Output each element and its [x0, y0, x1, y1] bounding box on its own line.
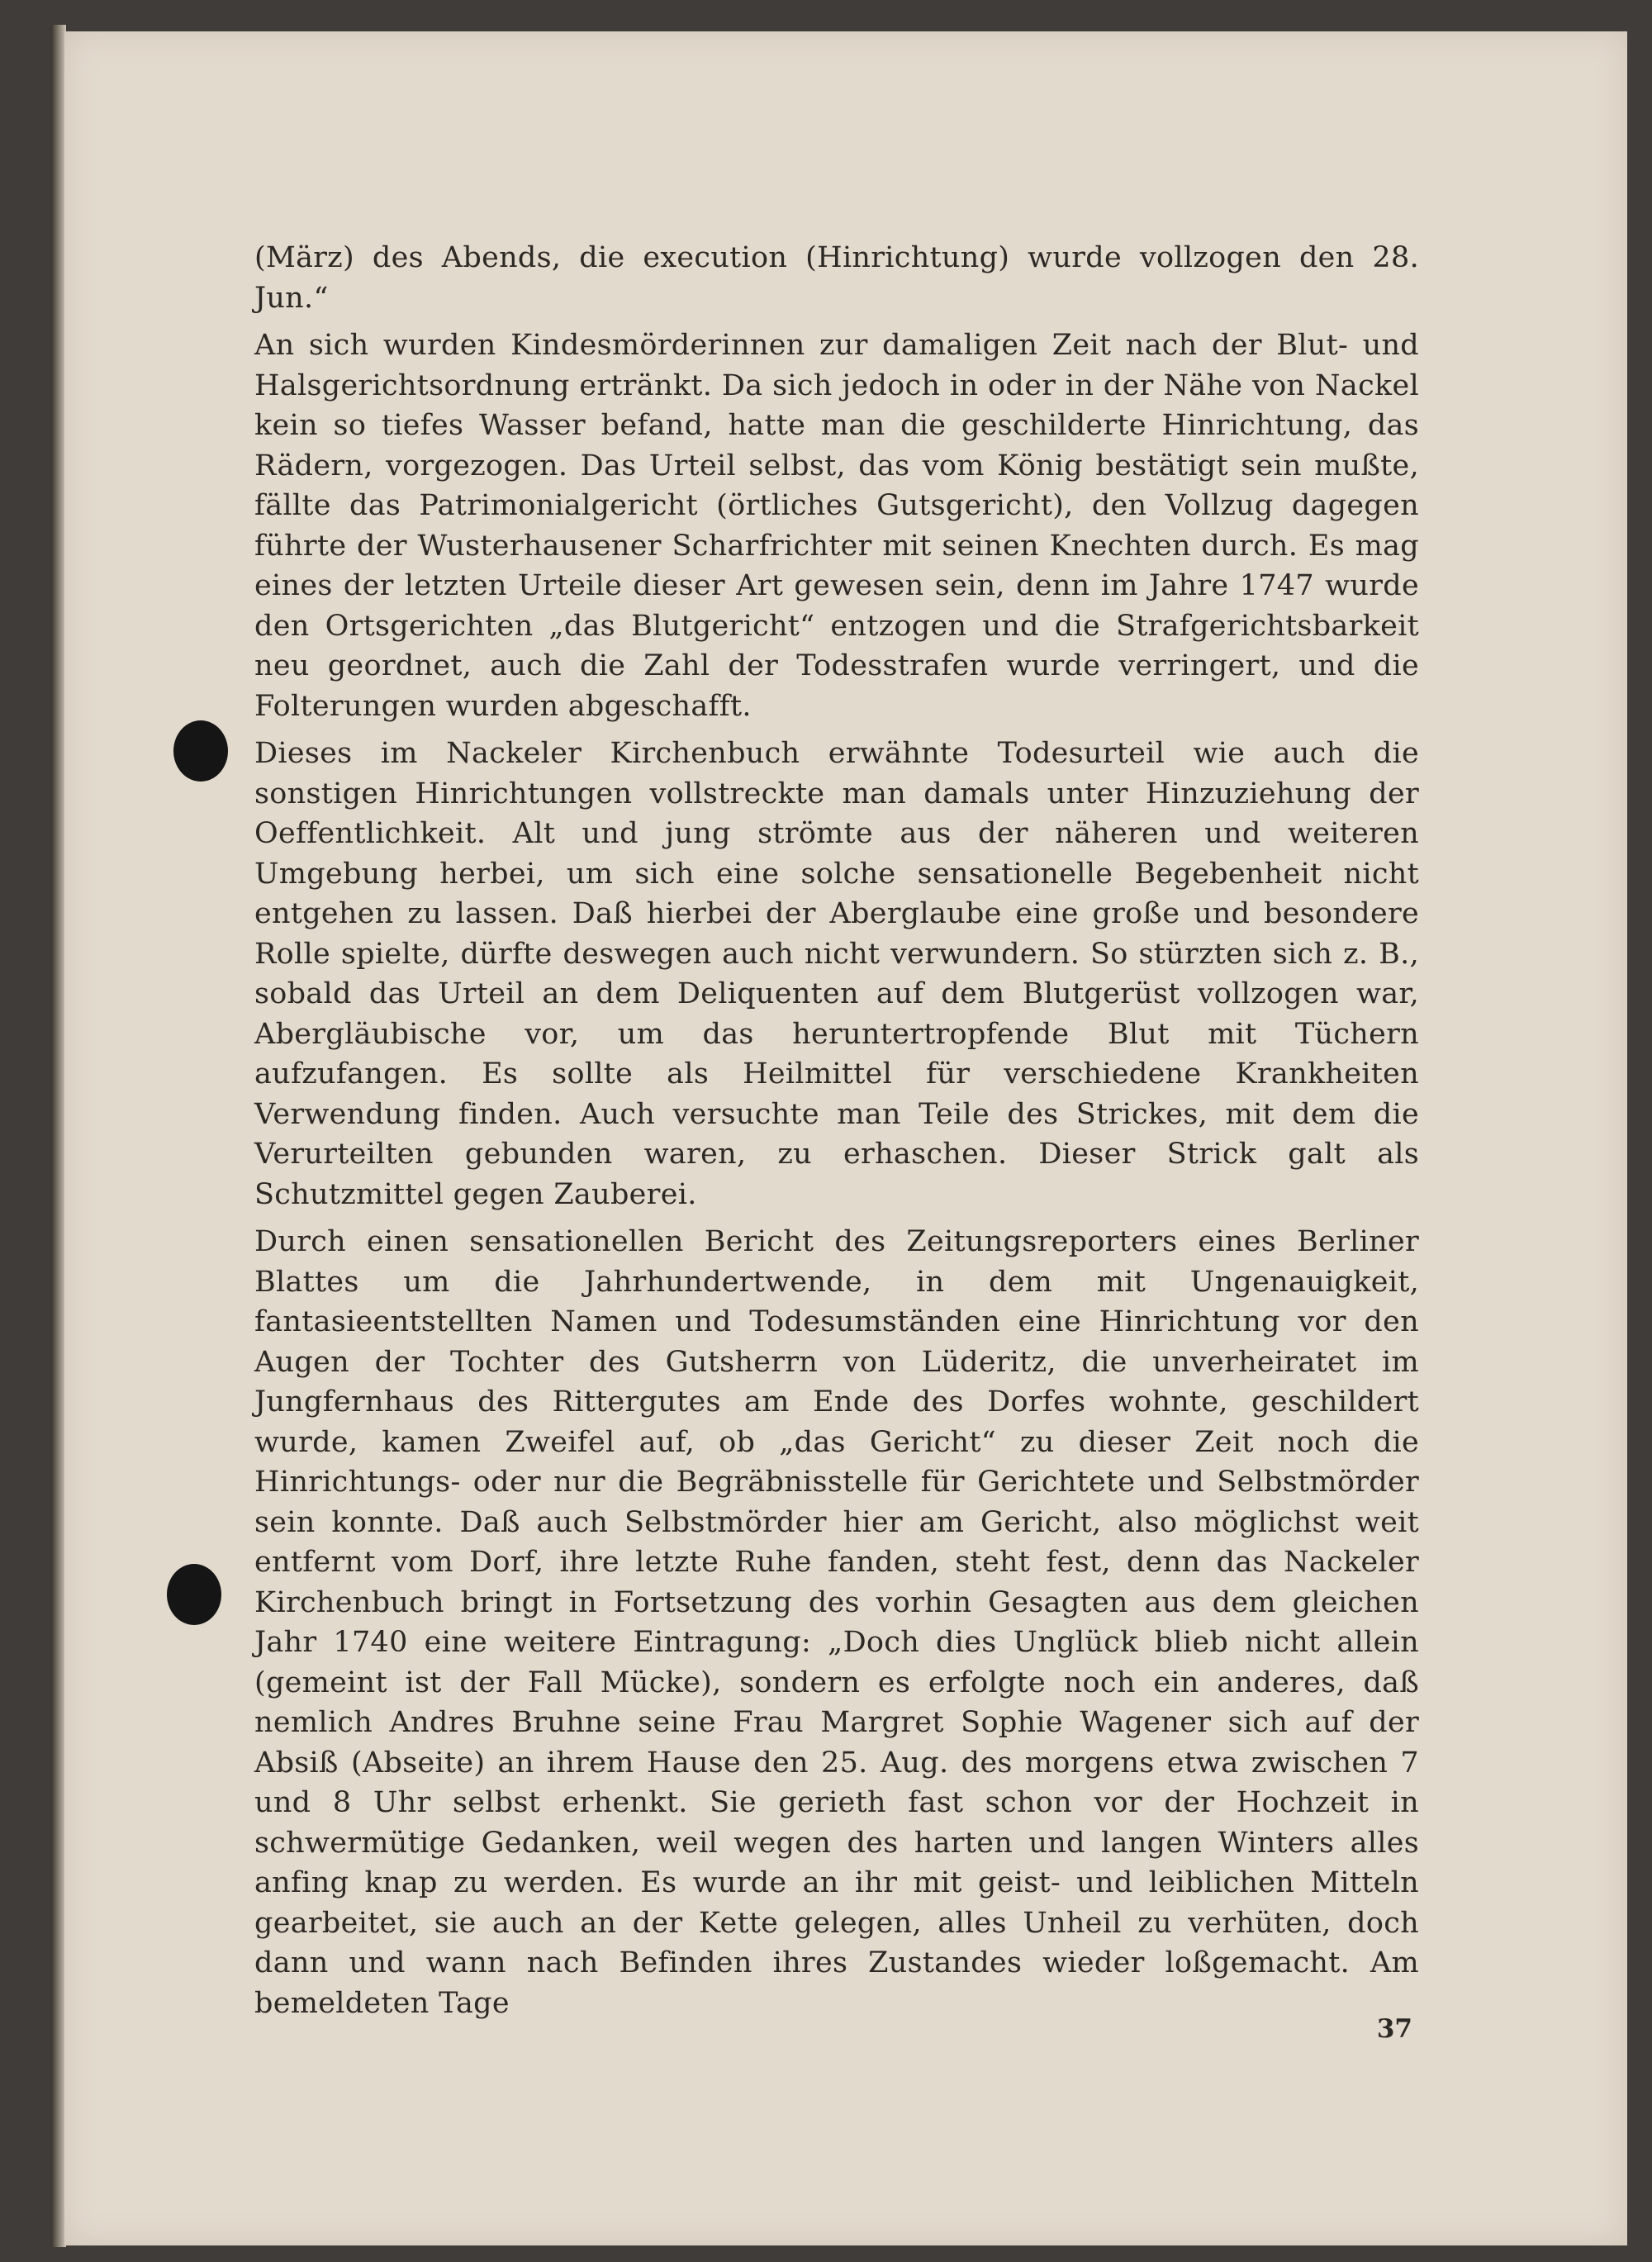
paragraph-3: Dieses im Nackeler Kirchenbuch erwähnte Todesurteil wie auch die sonstigen Hinrichtungen vollstreckte man damals unter Hinzuziehung der Oeffentlichkeit. Alt und jung strömte aus der näheren und weiteren Umgebung herbei, um sich eine solche sensationelle Begebenheit nicht entgehen zu lassen. Daß hierbei der Aberglaube eine große und besondere Rolle spielte, dürfte deswegen auch nicht verwundern. So stürzten sich z. B., sobald das Urteil an dem Deliquenten auf dem Blutgerüst vollzogen war, Abergläubische vor, um das heruntertropfende Blut mit Tüchern aufzufangen. Es sollte als Heilmittel für verschiedene Krankheiten Verwendung finden. Auch versuchte man Teile des Strickes, mit dem die Verurteilten gebunden waren, zu erhaschen. Dieser Strick galt als Schutzmittel gegen Zauberei.: [254, 737, 1419, 1211]
paragraph-4: Durch einen sensationellen Bericht des Zeitungsreporters eines Berliner Blattes um die Jahrhundertwende, in dem mit Ungenauigkeit, fantasieentstellten Namen und Todesumständen eine Hinrichtung vor den Augen der Tochter des Gutsherrn von Lüderitz, die unverheiratet im Jungfernhaus des Rittergutes am Ende des Dorfes wohnte, geschildert wurde, kamen Zweifel auf, ob „das Gericht“ zu dieser Zeit noch die Hinrichtungs- oder nur die Begräbnisstelle für Gerichtete und Selbstmörder sein konnte. Daß auch Selbstmörder hier am Gericht, also möglichst weit entfernt vom Dorf, ihre letzte Ruhe fanden, steht fest, denn das Nackeler Kirchenbuch bringt in Fortsetzung des vorhin Gesagten aus dem gleichen Jahr 1740 eine weitere Eintragung: „Doch dies Unglück blieb nicht allein (gemeint ist der Fall Mücke), sondern es erfolgte noch ein anderes, daß nemlich Andres Bruhne seine Frau Margret Sophie Wagener sich auf der Absiß (Abseite) an ihrem Hause den 25. Aug. des morgens etwa zwischen 7 und 8 Uhr selbst erhenkt. Sie gerieth fast schon vor der Hochzeit in schwermütige Gedanken, weil wegen des harten und langen Winters alles anfing knap zu werden. Es wurde an ihr mit geist- und leiblichen Mitteln gearbeitet, sie auch an der Kette gelegen, alles Unheil zu verhüten, doch dann und wann nach Befinden ihres Zustandes wieder loßgemacht. Am bemeldeten Tage: [254, 1225, 1419, 2020]
paragraph-2: An sich wurden Kindesmörderinnen zur damaligen Zeit nach der Blut- und Halsgerichtsordnung ertränkt. Da sich jedoch in oder in der Nähe von Nackel kein so tiefes Wasser befand, hatte man die geschilderte Hinrichtung, das Rädern, vorgezogen. Das Urteil selbst, das vom König bestätigt sein mußte, fällte das Patrimonialgericht (örtliches Gutsgericht), den Vollzug dagegen führte der Wusterhausener Scharfrichter mit seinen Knechten durch. Es mag eines der letzten Urteile dieser Art gewesen sein, denn im Jahre 1747 wurde den Ortsgerichten „das Blutgericht“ entzogen und die Strafgerichtsbarkeit neu geordnet, auch die Zahl der Todesstrafen wurde verringert, und die Folterungen wurden abgeschafft.: [254, 329, 1419, 723]
paragraph-1: (März) des Abends, die execution (Hinrichtung) wurde vollzogen den 28. Jun.“: [254, 241, 1419, 315]
page-number: 37: [1376, 2014, 1412, 2044]
punch-hole-bottom: [167, 1564, 221, 1625]
punch-hole-top: [173, 720, 228, 782]
body-text: [254, 238, 1419, 2031]
